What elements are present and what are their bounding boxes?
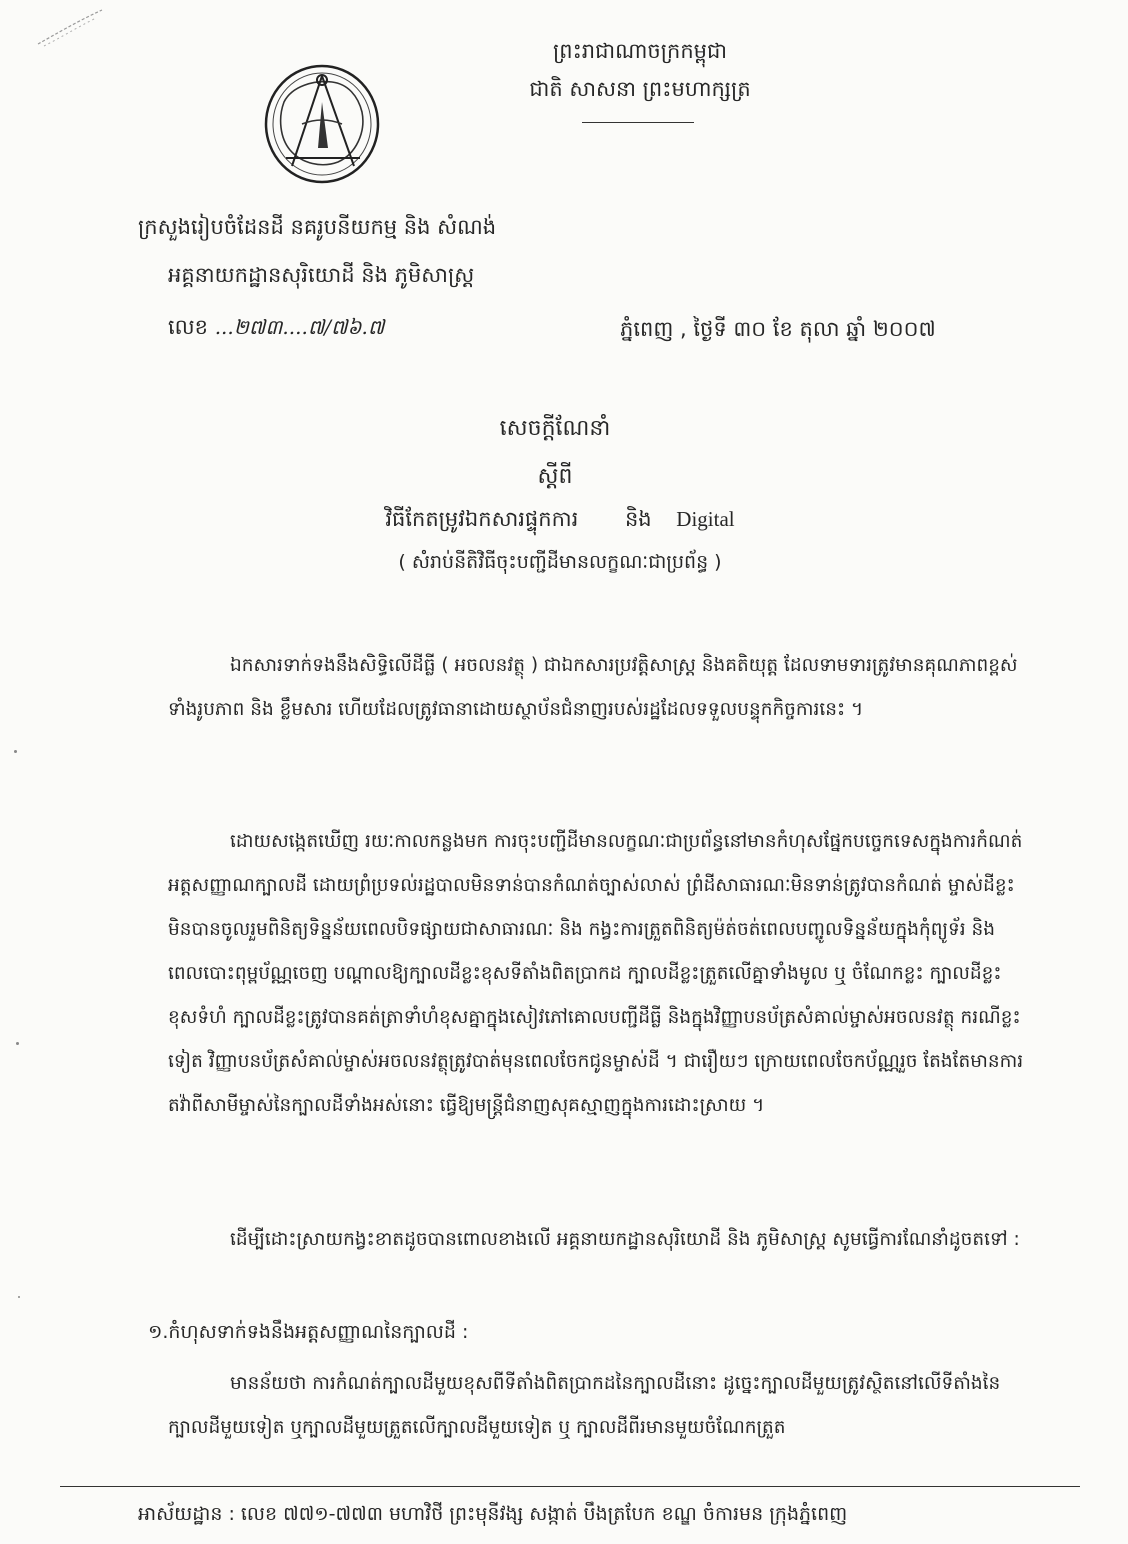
reference-label: លេខ — [168, 315, 208, 339]
scan-speck — [18, 1296, 20, 1298]
about-label: ស្តីពី — [537, 464, 573, 489]
subject-khmer: វិធីកែតម្រូវឯកសារផ្ទុកការ — [385, 507, 579, 531]
scan-speck — [14, 750, 17, 753]
department-name: អគ្គនាយកដ្ឋានសុរិយោដី និង ភូមិសាស្ត្រ — [168, 263, 475, 287]
paragraph-text: មានន័យថា ការកំណត់ក្បាលដីមួយខុសពីទីតាំងពិតប្រាកដនៃក្បាលដីនោះ ដូច្នេះក្បាលដីមួយត្រូវស្ថិតនៅលើទីតាំងនៃក្បាលដីមួយទៀត ឬក្បាលដីមួយត្រួតលើក្បាលដីមួយទៀត ឬ ក្បាលដីពីរមានមួយចំណែកត្រួត — [168, 1373, 1001, 1438]
motto-divider — [582, 122, 694, 123]
reference-line — [168, 314, 384, 345]
national-motto: ជាតិ សាសនា ព្រះមហាក្សត្រ — [529, 77, 751, 101]
body-paragraph-2 — [168, 820, 1028, 1128]
date-line: ភ្នំពេញ , ថ្ងៃទី ៣០ ខែ តុលា ឆ្នាំ ២០០៧ — [620, 317, 936, 341]
body-paragraph-1 — [168, 644, 1028, 732]
kingdom-heading: ព្រះរាជាណាចក្រកម្ពុជា — [552, 39, 727, 63]
paragraph-text: ឯកសារទាក់ទងនឹងសិទ្ធិលើដីធ្លី ( អចលនវត្ថុ ) ជាឯកសារប្រវត្តិសាស្ត្រ និងគតិយុត្ត ដែលទាមទារត្រូវមានគុណភាពខ្ពស់ ទាំងរូបភាព និង ខ្លឹមសារ ហើយដែលត្រូវធានាដោយស្ថាប័នជំនាញរបស់រដ្ឋដែលទទួលបន្ទុកកិច្ចការនេះ ។ — [168, 655, 1018, 720]
paragraph-text: ដើម្បីដោះស្រាយកង្វះខាតដូចបានពោលខាងលើ អគ្គនាយកដ្ឋានសុរិយោដី និង ភូមិសាស្ត្រ សូមធ្វើការណែនាំដូចតទៅ : — [230, 1229, 1020, 1250]
document-subject — [300, 506, 820, 537]
body-paragraph-3 — [168, 1218, 1028, 1262]
document-type: សេចក្តីណែនាំ — [499, 416, 611, 441]
reference-number: ...២៧៣....៧/៧៦.៧ — [214, 315, 385, 339]
body-paragraph-4 — [168, 1362, 1028, 1450]
footer-divider — [60, 1486, 1080, 1487]
ministry-seal-icon — [262, 62, 382, 186]
paragraph-text: ដោយសង្កេតឃើញ រយៈកាលកន្លងមក ការចុះបញ្ជីដីមានលក្ខណៈជាប្រព័ន្ធនៅមានកំហុសផ្នែកបច្ចេកទេសក្នុងការកំណត់អត្តសញ្ញាណក្បាលដី ដោយព្រំប្រទល់រដ្ឋបាលមិនទាន់បានកំណត់ច្បាស់លាស់ ព្រំដីសាធារណៈមិនទាន់ត្រូវបានកំណត់ ម្ចាស់ដីខ្លះមិនបានចូលរួមពិនិត្យទិន្នន័យពេលបិទផ្សាយជាសាធារណៈ និង កង្វះការត្រួតពិនិត្យម៉ត់ចត់ពេលបញ្ចូលទិន្នន័យក្នុងកុំព្យូទ័រ និងពេលបោះពុម្ពប័ណ្ណចេញ បណ្តាលឱ្យក្បាលដីខ្លះខុសទីតាំងពិតប្រាកដ ក្បាលដីខ្លះត្រួតលើគ្នាទាំងមូល ឬ ចំណែកខ្លះ ក្បាលដីខ្លះខុសទំហំ ក្បាលដីខ្លះត្រូវបានគត់ត្រាទាំហំខុសគ្នាក្នុងសៀវភៅគោលបញ្ជីដីធ្លី និងក្នុងវិញ្ញាបនប័ត្រសំគាល់ម្ចាស់អចលនវត្ថុ ករណីខ្លះទៀត វិញ្ញាបនប័ត្រសំគាល់ម្ចាស់អចលនវត្ថុត្រូវបាត់មុនពេលចែកជូនម្ចាស់ដី ។ ជារឿយៗ ក្រោយពេលចែកប័ណ្ណរួច តែងតែមានការតវ៉ាពីសាមីម្ចាស់នៃក្បាលដីទាំងអស់នោះ ធ្វើឱ្យមន្ត្រីជំនាញសុគស្មាញក្នុងការដោះស្រាយ ។ — [168, 831, 1024, 1116]
section-heading-1: ១.កំហុសទាក់ទងនឹងអត្តសញ្ញាណនៃក្បាលដី : — [148, 1321, 469, 1343]
scan-speck — [16, 1042, 19, 1045]
subject-and: និង — [624, 507, 652, 531]
ministry-name: ក្រសួងរៀបចំដែនដី នគរូបនីយកម្ម និង សំណង់ — [138, 215, 497, 239]
footer-address: អាស័យដ្ឋាន : លេខ ៧៧១-៧៧៣ មហាវិថី ព្រះមុនីវង្ស សង្កាត់ បឹងត្របែក ខណ្ឌ ចំការមន ក្រុងភ្នំពេញ — [138, 1503, 848, 1525]
document-subtitle: ( សំរាប់នីតិវិធីចុះបញ្ជីដីមានលក្ខណៈជាប្រព័ន្ធ ) — [398, 551, 722, 573]
scan-mark-icon — [36, 6, 104, 48]
subject-latin: Digital — [676, 507, 735, 531]
